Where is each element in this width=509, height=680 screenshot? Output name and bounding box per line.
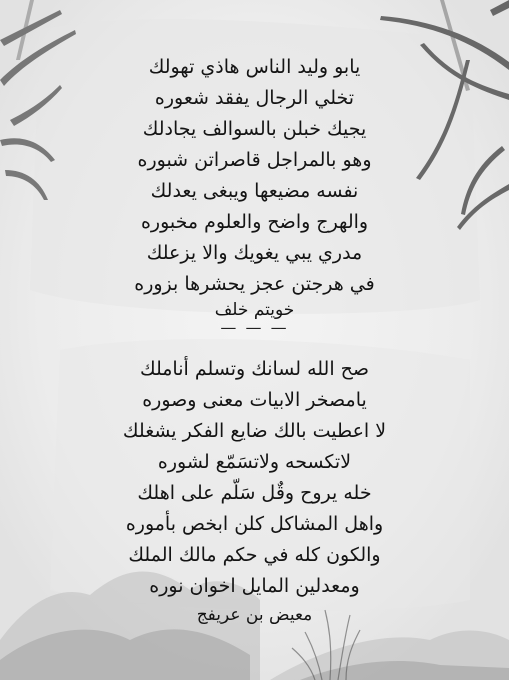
poem2-line-5: خله يروح وقٌل سَلّم على اهلك — [137, 482, 372, 504]
poem2-line-3: لا اعطيت بالك ضايع الفكر يشغلك — [122, 420, 387, 442]
poem1-line-7: مدري يبي يغويك والا يزعلك — [146, 242, 363, 264]
poem2-author: معيض بن عريفج — [196, 605, 313, 625]
section-separator: — — — — [220, 318, 289, 337]
poem1-line-5: نفسه مضيعها ويبغى يعدلك — [150, 180, 359, 202]
poem1-line-3: يجيك خبلن بالسوالف يجادلك — [142, 118, 367, 140]
poem2-line-1: صح الله لسانك وتسلم أناملك — [139, 358, 370, 380]
poem1-line-8: في هرجتن عجز يحشرها بزوره — [134, 273, 375, 295]
poem2-line-7: والكون كله في حكم مالك الملك — [128, 544, 381, 566]
poem1-author: خويتم خلف — [214, 300, 295, 320]
poem2-line-8: ومعدلين المايل اخوان نوره — [149, 575, 360, 597]
poem1-line-2: تخلي الرجال يفقد شعوره — [154, 87, 355, 109]
poem1-line-4: وهو بالمراجل قاصراتن شبوره — [137, 149, 372, 171]
poem1-line-6: والهرج واضح والعلوم مخبوره — [140, 211, 369, 233]
poem1-line-1: يابو وليد الناس هاذي تهولك — [148, 56, 361, 78]
poem2-line-2: يامصخر الابيات معنى وصوره — [142, 389, 367, 411]
poem2-line-6: واهل المشاكل كلن ابخص بأموره — [125, 513, 384, 535]
poem2-line-4: لاتكسحه ولاتسَمّع لشوره — [157, 451, 352, 473]
